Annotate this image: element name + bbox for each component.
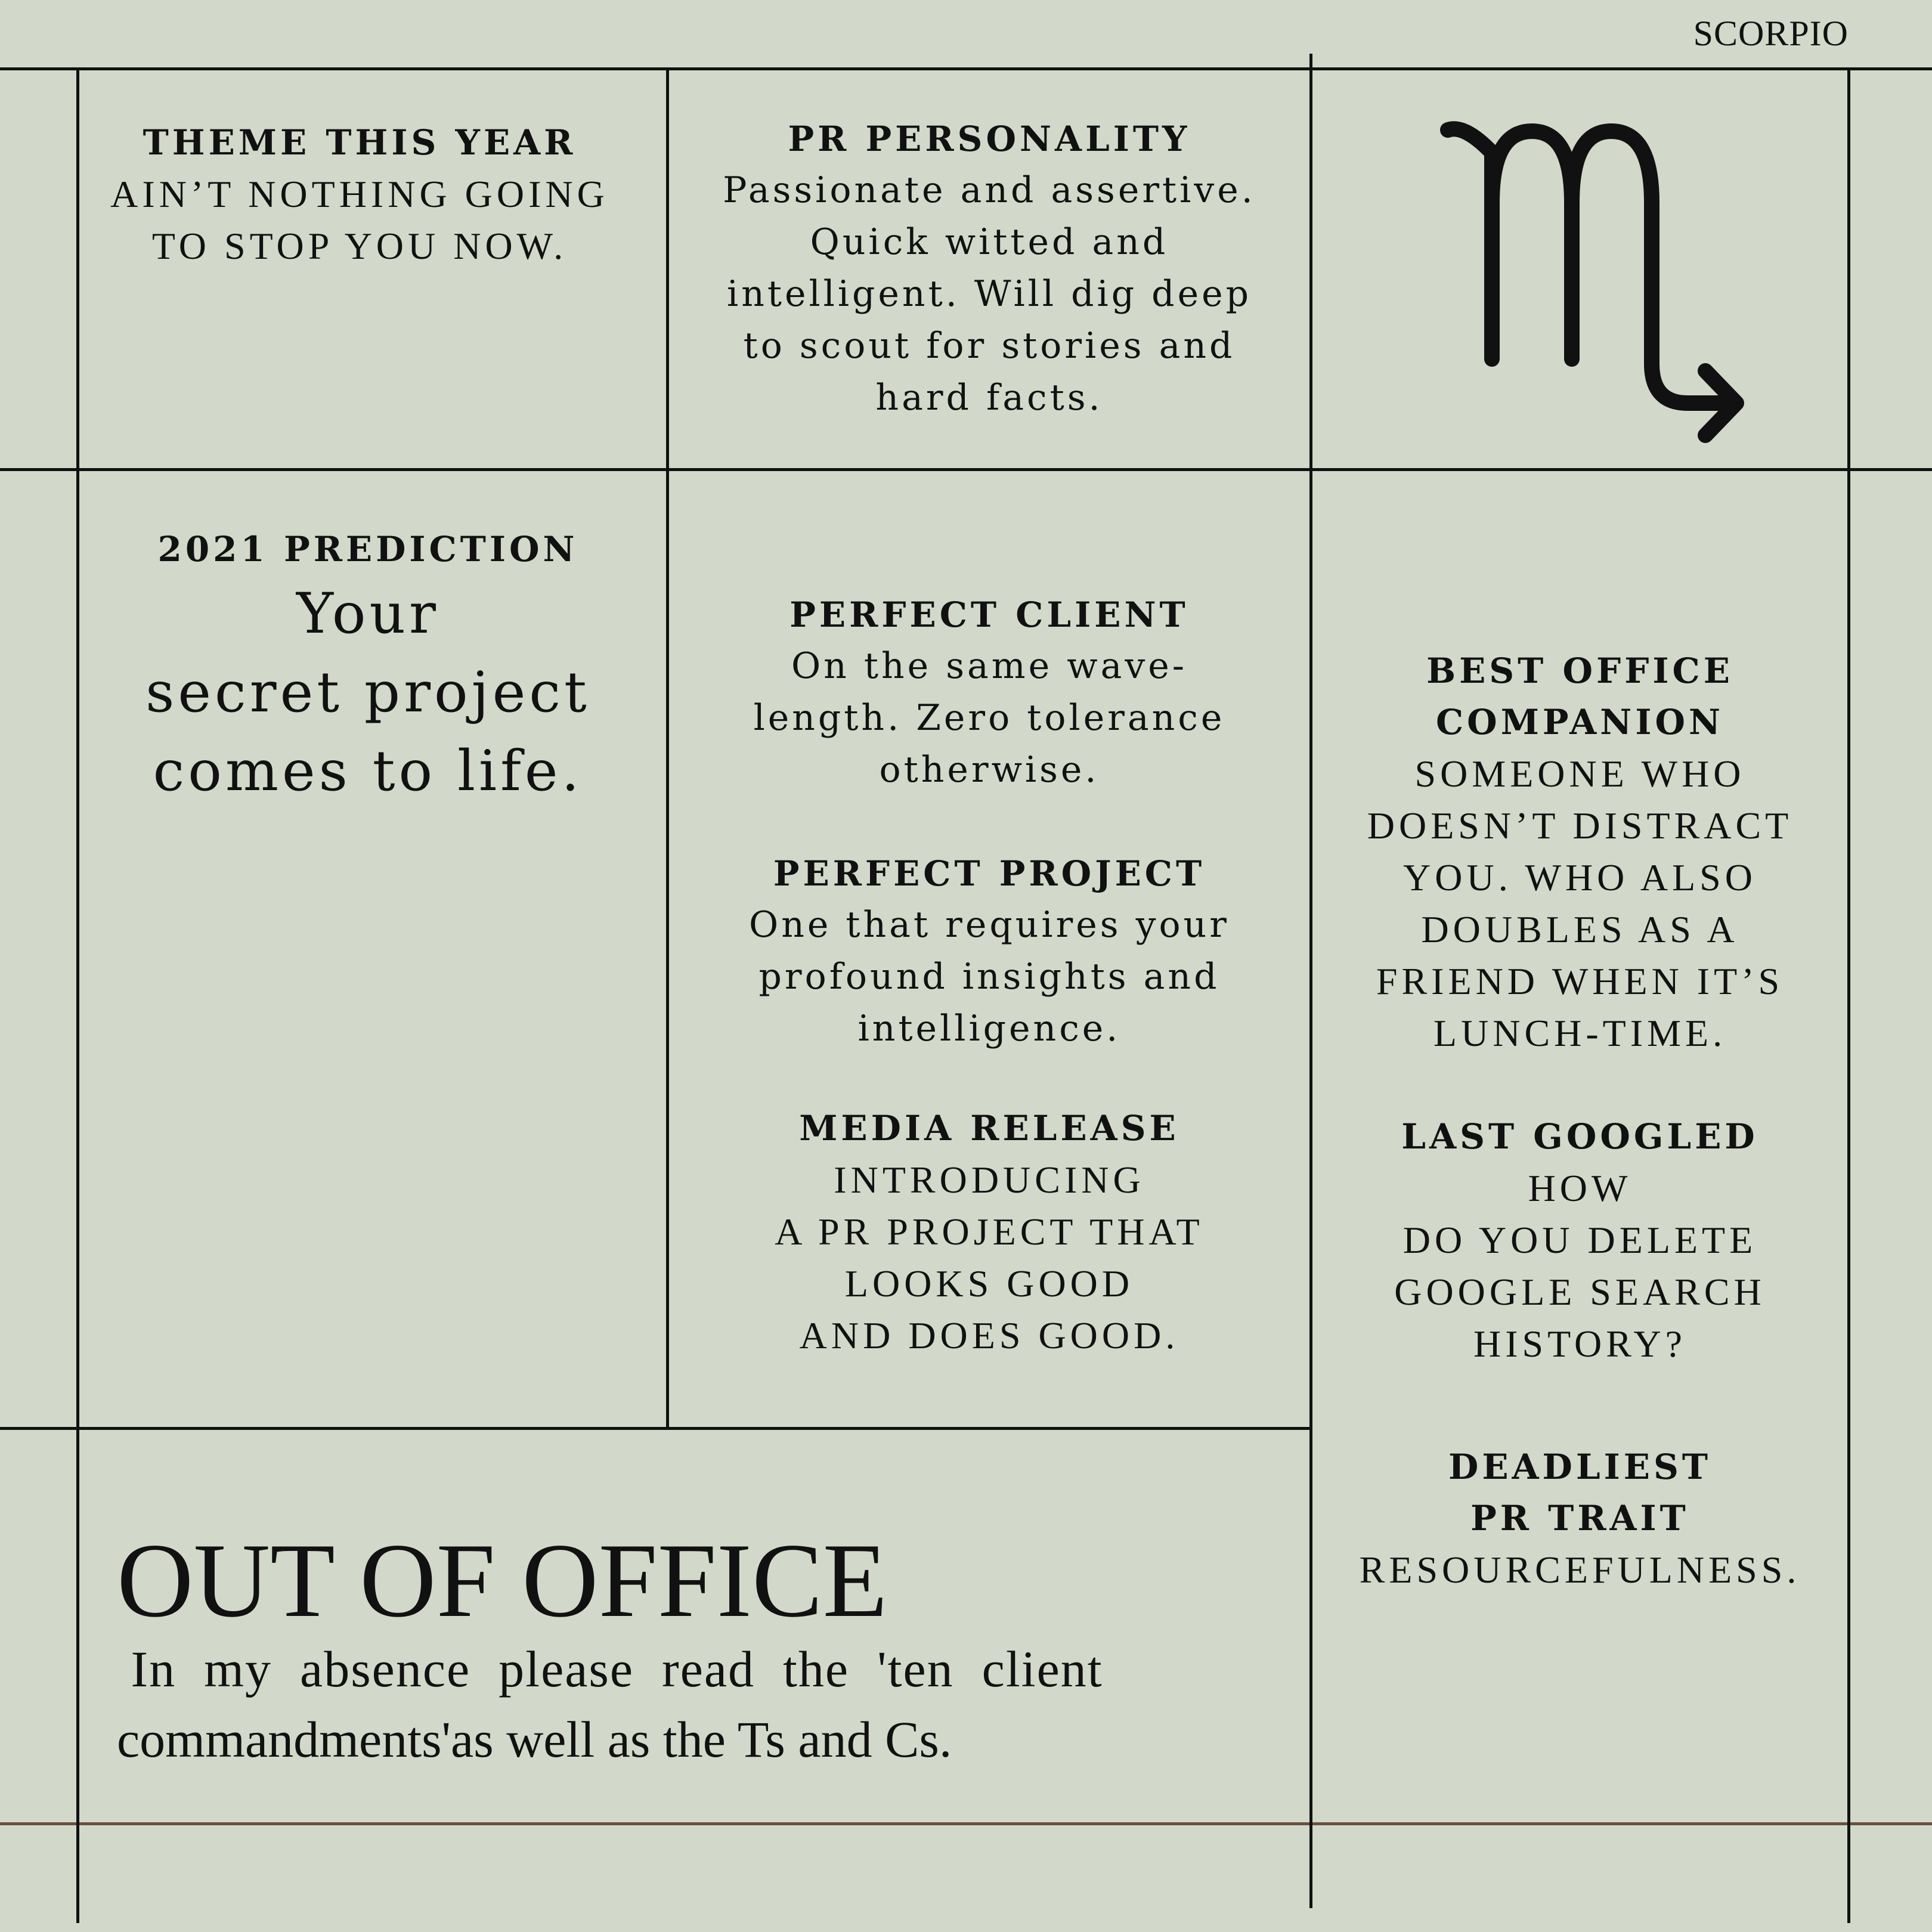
last-googled-line: HOW [1528, 1167, 1632, 1209]
best-companion-line: DOUBLES AS A [1421, 908, 1739, 950]
out-of-office-line: commandments'as well as the Ts and Cs. [117, 1711, 952, 1768]
grid-line-top [0, 67, 1932, 70]
out-of-office-line: In my absence please read the 'ten client [117, 1640, 1103, 1698]
sign-label: SCORPIO [1693, 14, 1849, 53]
theme-heading: THEME THIS YEAR [143, 122, 577, 163]
deadliest-trait-heading: DEADLIEST [1448, 1447, 1711, 1487]
last-googled-line: HISTORY? [1473, 1323, 1687, 1365]
out-of-office-body [117, 1634, 1178, 1775]
best-companion-line: DOESN’T DISTRACT [1367, 804, 1793, 847]
pr-personality-line: hard facts. [875, 377, 1103, 419]
perfect-client-heading: PERFECT CLIENT [789, 595, 1189, 635]
spacer [669, 1055, 1309, 1103]
best-companion-heading: BEST OFFICE [1426, 651, 1733, 691]
pr-personality-line: Quick witted and [810, 221, 1169, 263]
prediction-line: secret project [145, 660, 590, 725]
best-companion-line: YOU. WHO ALSO [1403, 856, 1757, 899]
pr-personality-section [669, 113, 1309, 424]
media-release-line: A PR PROJECT THAT [775, 1210, 1204, 1253]
grid-line-col-far-right [1847, 67, 1850, 1923]
pr-personality-line: intelligent. Will dig deep [727, 273, 1252, 315]
scorpio-glyph-icon [1419, 113, 1753, 459]
grid-line-row2 [0, 1427, 1311, 1430]
last-googled-line: GOOGLE SEARCH [1394, 1271, 1766, 1313]
spacer [1312, 1370, 1847, 1441]
deadliest-trait-line: RESOURCEFULNESS. [1359, 1549, 1801, 1591]
theme-line: AIN’T NOTHING GOING [110, 173, 609, 215]
perfect-client-line: On the same wave- [791, 645, 1188, 687]
prediction-line: comes to life. [153, 739, 583, 804]
spacer [1312, 1059, 1847, 1111]
grid-line-bottom-accent [0, 1822, 1932, 1825]
best-companion-line: LUNCH-TIME. [1433, 1012, 1727, 1054]
perfect-project-line: intelligence. [857, 1008, 1121, 1049]
media-release-line: INTRODUCING [834, 1159, 1145, 1201]
right-column [1312, 645, 1847, 1596]
theme-line: TO STOP YOU NOW. [151, 225, 568, 267]
theme-section [79, 117, 640, 272]
best-companion-line: SOMEONE WHO [1414, 753, 1745, 795]
perfect-client-line: length. Zero tolerance [753, 697, 1225, 739]
media-release-heading: MEDIA RELEASE [799, 1108, 1179, 1148]
pr-personality-heading: PR PERSONALITY [788, 119, 1191, 159]
perfect-project-line: profound insights and [758, 956, 1220, 998]
prediction-section [79, 524, 657, 811]
spacer [669, 796, 1309, 848]
middle-column [669, 589, 1309, 1361]
media-release-line: LOOKS GOOD [844, 1262, 1134, 1305]
perfect-client-line: otherwise. [879, 749, 1100, 791]
grid-line-row1 [0, 468, 1932, 471]
prediction-heading: 2021 PREDICTION [157, 529, 578, 569]
media-release-line: AND DOES GOOD. [799, 1314, 1179, 1357]
perfect-project-heading: PERFECT PROJECT [773, 853, 1206, 894]
grid-line-col-left [76, 67, 79, 1923]
deadliest-trait-heading: PR TRAIT [1470, 1498, 1689, 1538]
pr-personality-line: to scout for stories and [743, 325, 1236, 367]
best-companion-heading: COMPANION [1436, 702, 1724, 742]
last-googled-heading: LAST GOOGLED [1401, 1116, 1758, 1157]
best-companion-line: FRIEND WHEN IT’S [1376, 960, 1784, 1002]
pr-personality-line: Passionate and assertive. [723, 169, 1256, 211]
out-of-office-title: OUT OF OFFICE [117, 1521, 888, 1639]
last-googled-line: DO YOU DELETE [1402, 1219, 1757, 1261]
perfect-project-line: One that requires your [749, 904, 1230, 946]
prediction-line: Your [296, 581, 439, 646]
